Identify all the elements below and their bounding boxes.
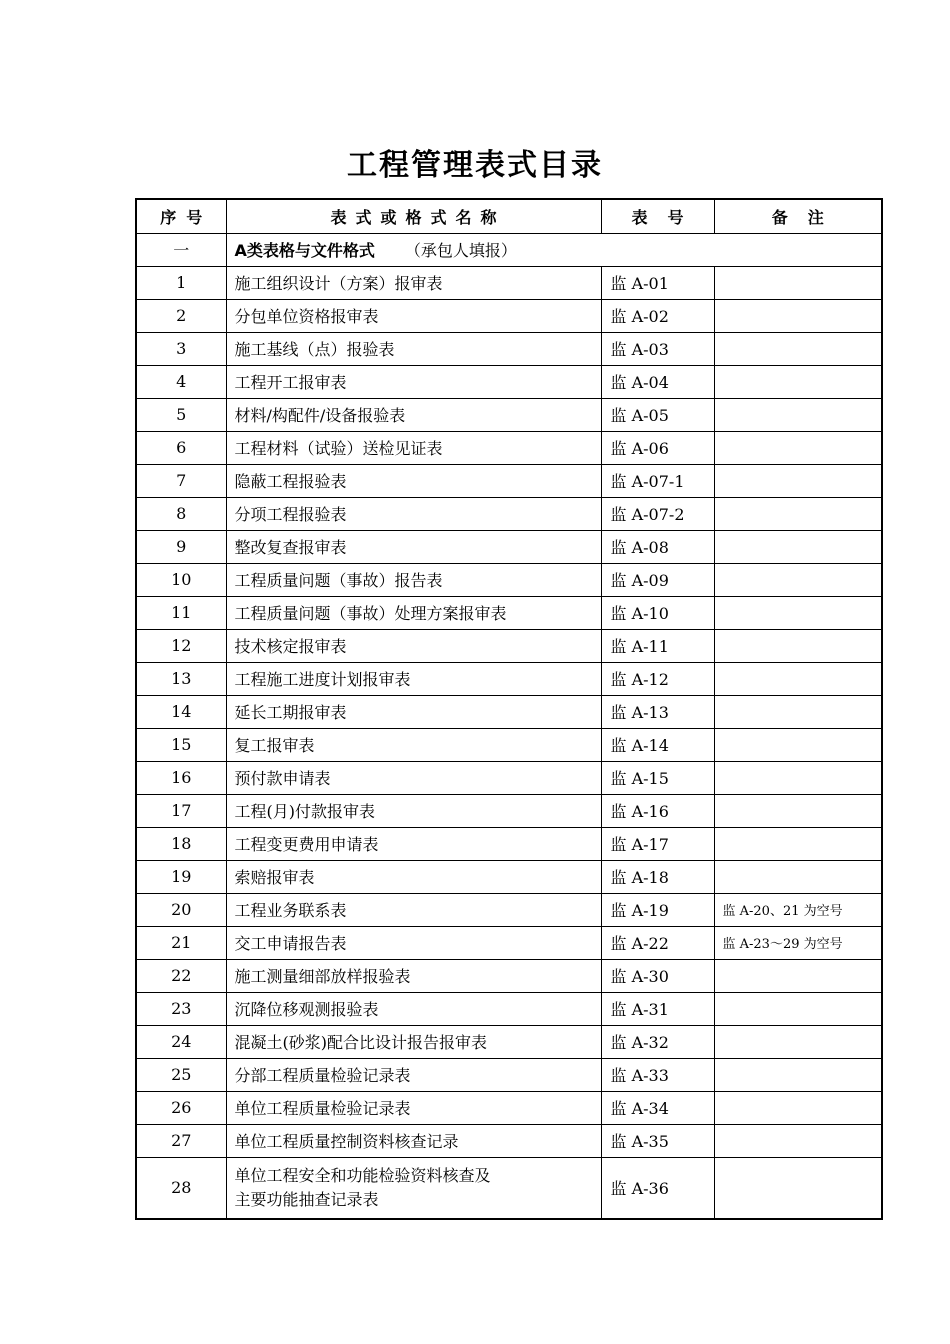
row-number: 19 (136, 860, 226, 893)
row-form-name: 单位工程质量检验记录表 (226, 1091, 601, 1124)
table-row (136, 1157, 882, 1219)
table-row (136, 464, 882, 497)
row-form-name: 技术核定报审表 (226, 629, 601, 662)
row-remarks (714, 992, 882, 1025)
row-form-number: 监 A-13 (601, 695, 714, 728)
header-form-number: 表号 (601, 199, 714, 233)
row-number: 1 (136, 266, 226, 299)
row-form-number: 监 A-08 (601, 530, 714, 563)
header-serial-number: 序号 (136, 199, 226, 233)
row-form-name: 单位工程质量控制资料核查记录 (226, 1124, 601, 1157)
row-remarks (714, 464, 882, 497)
row-number: 21 (136, 926, 226, 959)
table-row (136, 926, 882, 959)
row-remarks (714, 827, 882, 860)
row-number: 8 (136, 497, 226, 530)
row-remarks (714, 728, 882, 761)
row-form-name: 工程业务联系表 (226, 893, 601, 926)
row-form-name: 索赔报审表 (226, 860, 601, 893)
table-row (136, 332, 882, 365)
header-form-name: 表式或格式名称 (226, 199, 601, 233)
row-number: 14 (136, 695, 226, 728)
row-remarks (714, 266, 882, 299)
row-form-name: 工程施工进度计划报审表 (226, 662, 601, 695)
row-form-number: 监 A-30 (601, 959, 714, 992)
row-form-name: 施工组织设计（方案）报审表 (226, 266, 601, 299)
table-row (136, 1091, 882, 1124)
row-remarks (714, 365, 882, 398)
row-form-name: 工程质量问题（事故）处理方案报审表 (226, 596, 601, 629)
table-row (136, 959, 882, 992)
row-form-name: 混凝土(砂浆)配合比设计报告报审表 (226, 1025, 601, 1058)
row-number: 22 (136, 959, 226, 992)
row-remarks (714, 860, 882, 893)
row-form-number: 监 A-01 (601, 266, 714, 299)
row-form-number: 监 A-03 (601, 332, 714, 365)
row-form-number: 监 A-09 (601, 563, 714, 596)
row-form-number: 监 A-32 (601, 1025, 714, 1058)
row-remarks (714, 1025, 882, 1058)
table-row (136, 794, 882, 827)
table-row (136, 662, 882, 695)
row-form-name: 分部工程质量检验记录表 (226, 1058, 601, 1091)
row-form-name: 工程变更费用申请表 (226, 827, 601, 860)
row-form-name: 施工测量细部放样报验表 (226, 959, 601, 992)
row-form-number: 监 A-02 (601, 299, 714, 332)
table-row (136, 431, 882, 464)
row-form-number: 监 A-06 (601, 431, 714, 464)
table-row (136, 695, 882, 728)
table-row (136, 365, 882, 398)
row-number: 16 (136, 761, 226, 794)
row-remarks: 监 A-23～29 为空号 (714, 926, 882, 959)
row-form-name: 延长工期报审表 (226, 695, 601, 728)
page-title: 工程管理表式目录 (347, 148, 603, 183)
row-remarks (714, 299, 882, 332)
row-form-number: 监 A-15 (601, 761, 714, 794)
row-number: 12 (136, 629, 226, 662)
row-form-name: 整改复查报审表 (226, 530, 601, 563)
row-form-number: 监 A-04 (601, 365, 714, 398)
row-number: 25 (136, 1058, 226, 1091)
row-number: 7 (136, 464, 226, 497)
form-catalog-table (135, 198, 883, 1220)
row-form-number: 监 A-16 (601, 794, 714, 827)
row-number: 15 (136, 728, 226, 761)
header-remarks: 备注 (714, 199, 882, 233)
row-form-number: 监 A-07-2 (601, 497, 714, 530)
row-form-name (226, 1157, 601, 1219)
row-remarks (714, 1091, 882, 1124)
row-number: 4 (136, 365, 226, 398)
row-remarks (714, 563, 882, 596)
table-row (136, 728, 882, 761)
row-form-number: 监 A-33 (601, 1058, 714, 1091)
table-row (136, 629, 882, 662)
table-row (136, 860, 882, 893)
row-form-name-line: 单位工程安全和功能检验资料核查及 (234, 1165, 491, 1185)
row-number: 5 (136, 398, 226, 431)
row-number: 20 (136, 893, 226, 926)
table-row (136, 893, 882, 926)
row-number: 28 (136, 1157, 226, 1219)
row-form-name: 工程(月)付款报审表 (226, 794, 601, 827)
group-row (136, 233, 882, 266)
row-form-name: 隐蔽工程报验表 (226, 464, 601, 497)
group-name: A类表格与文件格式 (234, 241, 375, 260)
table-row (136, 497, 882, 530)
row-remarks (714, 1058, 882, 1091)
row-number: 17 (136, 794, 226, 827)
row-form-number: 监 A-10 (601, 596, 714, 629)
row-form-name: 分包单位资格报审表 (226, 299, 601, 332)
table-row (136, 398, 882, 431)
row-remarks (714, 662, 882, 695)
row-number: 10 (136, 563, 226, 596)
row-form-number: 监 A-36 (601, 1157, 714, 1219)
row-number: 24 (136, 1025, 226, 1058)
table-row (136, 992, 882, 1025)
table-row (136, 596, 882, 629)
row-number: 26 (136, 1091, 226, 1124)
row-form-number: 监 A-19 (601, 893, 714, 926)
row-form-number: 监 A-11 (601, 629, 714, 662)
row-form-name: 材料/构配件/设备报验表 (226, 398, 601, 431)
row-number: 13 (136, 662, 226, 695)
row-form-number: 监 A-35 (601, 1124, 714, 1157)
row-form-number: 监 A-18 (601, 860, 714, 893)
row-remarks (714, 332, 882, 365)
table-row (136, 761, 882, 794)
table-row (136, 530, 882, 563)
row-form-number: 监 A-05 (601, 398, 714, 431)
row-number: 9 (136, 530, 226, 563)
table-row (136, 827, 882, 860)
row-number: 27 (136, 1124, 226, 1157)
row-form-number: 监 A-31 (601, 992, 714, 1025)
table-row (136, 1025, 882, 1058)
row-remarks: 监 A-20、21 为空号 (714, 893, 882, 926)
row-form-name-line: 主要功能抽查记录表 (234, 1189, 379, 1209)
table-row (136, 1124, 882, 1157)
row-remarks (714, 695, 882, 728)
table-row (136, 266, 882, 299)
row-form-number: 监 A-07-1 (601, 464, 714, 497)
row-form-name: 交工申请报告表 (226, 926, 601, 959)
row-number: 3 (136, 332, 226, 365)
group-title (226, 233, 882, 266)
table-row (136, 563, 882, 596)
row-form-number: 监 A-12 (601, 662, 714, 695)
row-number: 23 (136, 992, 226, 1025)
row-remarks (714, 431, 882, 464)
row-number: 11 (136, 596, 226, 629)
row-form-name: 分项工程报验表 (226, 497, 601, 530)
row-form-number: 监 A-22 (601, 926, 714, 959)
row-form-name: 预付款申请表 (226, 761, 601, 794)
row-remarks (714, 596, 882, 629)
table-row (136, 1058, 882, 1091)
row-remarks (714, 761, 882, 794)
row-remarks (714, 1157, 882, 1219)
row-remarks (714, 530, 882, 563)
row-form-name: 施工基线（点）报验表 (226, 332, 601, 365)
table-header-row (136, 199, 882, 233)
row-form-number: 监 A-34 (601, 1091, 714, 1124)
row-number: 18 (136, 827, 226, 860)
row-form-name: 工程开工报审表 (226, 365, 601, 398)
group-subtitle: （承包人填报） (404, 241, 517, 260)
row-form-name: 复工报审表 (226, 728, 601, 761)
row-form-name: 工程材料（试验）送检见证表 (226, 431, 601, 464)
row-remarks (714, 629, 882, 662)
row-form-name: 沉降位移观测报验表 (226, 992, 601, 1025)
table-row (136, 299, 882, 332)
row-remarks (714, 959, 882, 992)
row-remarks (714, 497, 882, 530)
group-number: 一 (136, 233, 226, 266)
row-remarks (714, 794, 882, 827)
row-remarks (714, 398, 882, 431)
row-remarks (714, 1124, 882, 1157)
row-form-name: 工程质量问题（事故）报告表 (226, 563, 601, 596)
row-number: 6 (136, 431, 226, 464)
row-form-number: 监 A-14 (601, 728, 714, 761)
row-form-number: 监 A-17 (601, 827, 714, 860)
row-number: 2 (136, 299, 226, 332)
